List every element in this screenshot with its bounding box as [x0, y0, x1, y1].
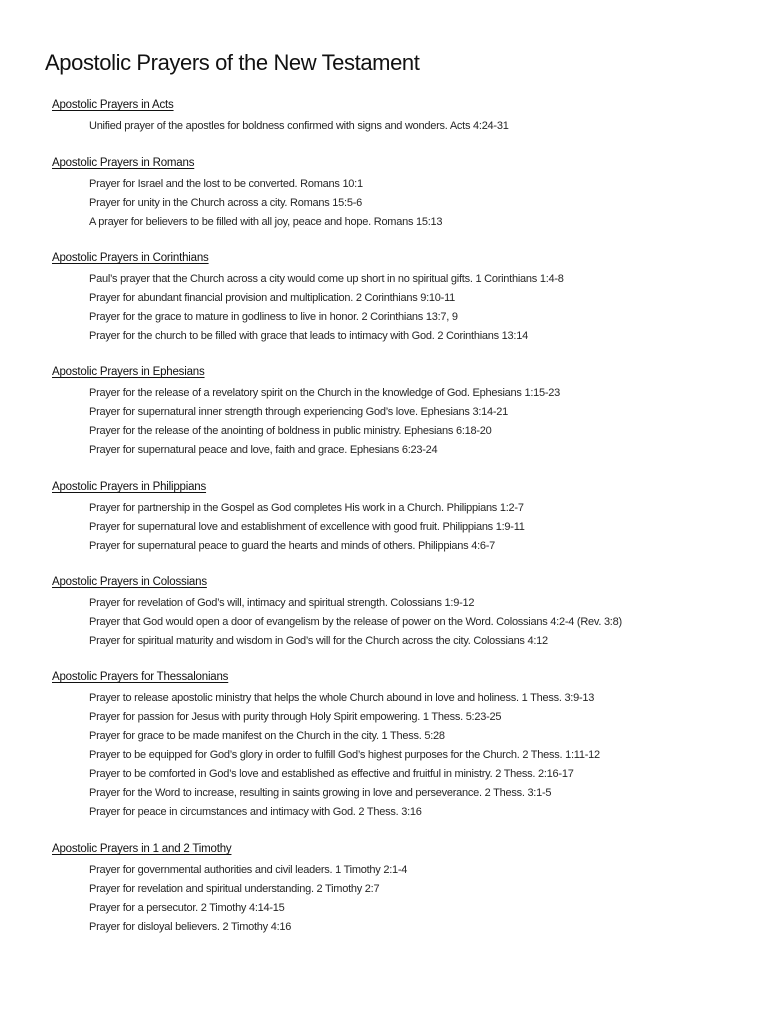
- prayer-list: [52, 594, 752, 651]
- section-heading: Apostolic Prayers for Thessalonians: [52, 671, 229, 683]
- section-heading: Apostolic Prayers in Acts: [52, 99, 174, 111]
- prayer-item: Prayer for supernatural peace to guard the hearts and minds of others. Philippians 4:6-7: [89, 540, 496, 552]
- prayer-item: Prayer for governmental authorities and civil leaders. 1 Timothy 2:1-4: [89, 864, 408, 876]
- prayer-item: Prayer for disloyal believers. 2 Timothy 4:16: [89, 921, 292, 933]
- section-philippians: [52, 479, 752, 556]
- prayer-item: Prayer for the release of the anointing of boldness in public ministry. Ephesians 6:18-20: [89, 425, 492, 437]
- prayer-item: Prayer for passion for Jesus with purity through Holy Spirit empowering. 1 Thess. 5:23-25: [89, 711, 502, 723]
- prayer-item: Prayer for Israel and the lost to be converted. Romans 10:1: [89, 178, 363, 190]
- prayer-item: Prayer for unity in the Church across a city. Romans 15:5-6: [89, 197, 363, 209]
- prayer-item: Prayer for peace in circumstances and intimacy with God. 2 Thess. 3:16: [89, 806, 422, 818]
- section-colossians: [52, 574, 752, 651]
- page-title: Apostolic Prayers of the New Testament: [45, 50, 420, 75]
- prayer-item: Prayer for abundant financial provision and multiplication. 2 Corinthians 9:10-11: [89, 292, 455, 304]
- section-corinthians: [52, 250, 752, 346]
- prayer-list: [52, 499, 752, 556]
- section-heading: Apostolic Prayers in Ephesians: [52, 366, 205, 378]
- section-romans: [52, 155, 752, 232]
- prayer-item: Prayer for supernatural peace and love, faith and grace. Ephesians 6:23-24: [89, 444, 438, 456]
- section-heading: Apostolic Prayers in Romans: [52, 157, 195, 169]
- prayer-item: Prayer that God would open a door of evangelism by the release of power on the Word. Colossians 4:2-4 (Rev. 3:8): [89, 616, 622, 628]
- section-heading: Apostolic Prayers in Corinthians: [52, 252, 209, 264]
- prayer-item: Prayer to be equipped for God’s glory in order to fulfill God’s highest purposes for the Church. 2 Thess. 1:11-12: [89, 749, 600, 761]
- prayer-item: Prayer to release apostolic ministry that helps the whole Church abound in love and holiness. 1 Thess. 3:9-13: [89, 692, 595, 704]
- prayer-item: Prayer for the release of a revelatory spirit on the Church in the knowledge of God. Ephesians 1:15-23: [89, 387, 561, 399]
- section-heading: Apostolic Prayers in Philippians: [52, 481, 207, 493]
- section-acts: [52, 97, 752, 136]
- prayer-item: Prayer for grace to be made manifest on the Church in the city. 1 Thess. 5:28: [89, 730, 445, 742]
- prayer-item: Prayer for the Word to increase, resulting in saints growing in love and perseverance. 2 Thess. 3:1-5: [89, 787, 552, 799]
- prayer-item: Prayer for the church to be filled with grace that leads to intimacy with God. 2 Corinthians 13:14: [89, 330, 528, 342]
- prayer-item: Unified prayer of the apostles for boldness confirmed with signs and wonders. Acts 4:24-31: [89, 120, 509, 132]
- section-ephesians: [52, 364, 752, 460]
- prayer-item: Prayer for a persecutor. 2 Timothy 4:14-15: [89, 902, 285, 914]
- prayer-item: A prayer for believers to be filled with all joy, peace and hope. Romans 15:13: [89, 216, 443, 228]
- prayer-list: [52, 689, 752, 822]
- prayer-list: [52, 270, 752, 346]
- prayer-item: Prayer for revelation and spiritual understanding. 2 Timothy 2:7: [89, 883, 380, 895]
- prayer-list: [52, 117, 752, 136]
- prayer-list: [52, 175, 752, 232]
- prayer-item: Prayer for supernatural love and establishment of excellence with good fruit. Philippians 1:9-11: [89, 521, 525, 533]
- section-heading: Apostolic Prayers in 1 and 2 Timothy: [52, 843, 232, 855]
- prayer-item: Prayer to be comforted in God’s love and established as effective and fruitful in ministry. 2 Thess. 2:16-17: [89, 768, 574, 780]
- section-heading: Apostolic Prayers in Colossians: [52, 576, 207, 588]
- prayer-item: Prayer for supernatural inner strength through experiencing God’s love. Ephesians 3:14-21: [89, 406, 509, 418]
- prayer-item: Prayer for revelation of God’s will, intimacy and spiritual strength. Colossians 1:9-12: [89, 597, 475, 609]
- section-timothy: [52, 841, 752, 937]
- prayer-item: Prayer for partnership in the Gospel as God completes His work in a Church. Philippians 1:2-7: [89, 502, 524, 514]
- prayer-item: Prayer for the grace to mature in godliness to live in honor. 2 Corinthians 13:7, 9: [89, 311, 458, 323]
- prayer-item: Prayer for spiritual maturity and wisdom in God’s will for the Church across the city. Colossians 4:12: [89, 635, 548, 647]
- section-thessalonians: [52, 669, 752, 822]
- prayer-list: [52, 861, 752, 937]
- prayer-item: Paul’s prayer that the Church across a city would come up short in no spiritual gifts. 1 Corinthians 1:4-8: [89, 273, 564, 285]
- prayer-list: [52, 384, 752, 460]
